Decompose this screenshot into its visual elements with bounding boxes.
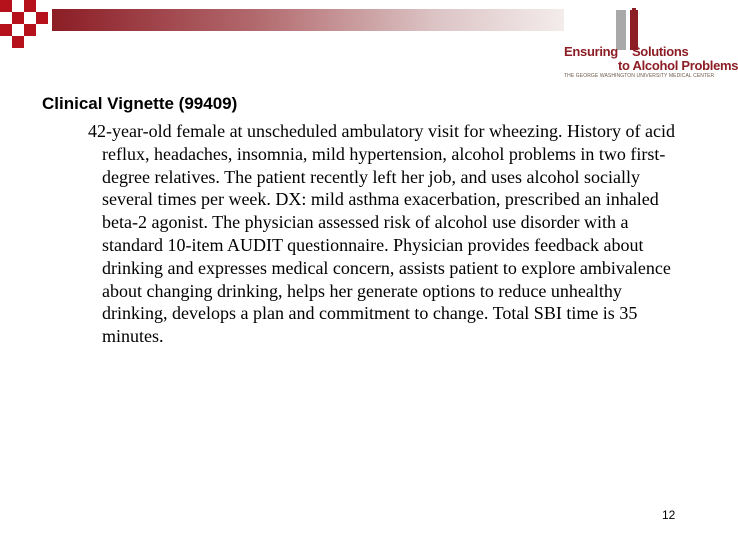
page-number: 12 (662, 508, 676, 522)
header-gradient-bar (52, 9, 564, 31)
logo-line-2: to Alcohol Problems (618, 58, 738, 73)
logo-word-solutions: Solutions (631, 44, 689, 59)
vignette-body: 42-year-old female at unscheduled ambulatory visit for wheezing. History of acid reflux, headaches, insomnia, mild hypertension, alcohol problems in two first-degree relatives. The patient recently left her job, and uses alcohol socially several times per week. DX: mild asthma exacerbation, prescribed an inhaled beta-2 agonist. The physician assessed risk of alcohol use disorder with a standard 10-item AUDIT questionnaire. Physician provides feedback about drinking and expresses medical concern, assists patient to explore ambivalence about changing drinking, helps her generate options to reduce unhealthy drinking, develops a plan and commitment to change. Total SBI time is 35 minutes. (88, 121, 675, 347)
logo-line-1 (564, 44, 688, 59)
logo (560, 8, 738, 82)
slide-title: Clinical Vignette (99409) (42, 94, 238, 113)
logo-line-3: THE GEORGE WASHINGTON UNIVERSITY MEDICAL CENTER (564, 73, 715, 79)
logo-word-ensuring: Ensuring (564, 44, 618, 59)
checker-decoration (0, 0, 60, 48)
